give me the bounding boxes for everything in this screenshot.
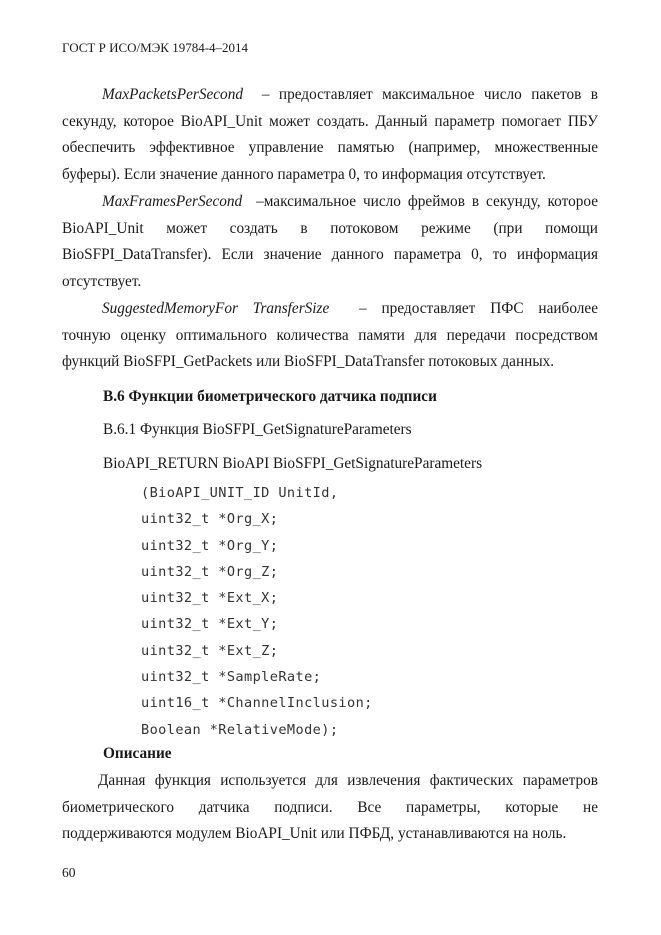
code-line: uint16_t *ChannelInclusion; (141, 695, 373, 712)
paragraph-line: MaxFramesPerSecond –максимальное число фреймов в секунду, которое (102, 193, 598, 210)
function-signature: BioAPI_RETURN BioAPI BioSFPI_GetSignatureParameters (103, 455, 483, 472)
code-line: uint32_t *Ext_Y; (141, 616, 279, 633)
paragraph-line: BioAPI_Unit может создать в потоковом режиме (при помощи (62, 219, 598, 237)
paragraph-line: буферы). Если значение данного параметра 0, то информация отсутствует. (62, 166, 546, 184)
subsection-heading: B.6.1 Функция BioSFPI_GetSignatureParameters (103, 421, 412, 438)
code-line: (BioAPI_UNIT_ID UnitId, (141, 485, 339, 501)
paragraph-line: отсутствует. (62, 273, 142, 291)
code-line: uint32_t *Org_Y; (141, 537, 279, 554)
paragraph-line: MaxPacketsPerSecond – предоставляет максимальное число пакетов в (102, 86, 598, 103)
term-max-packets: MaxPacketsPerSecond (102, 86, 244, 103)
paragraph-line: функций BioSFPI_GetPackets или BioSFPI_DataTransfer потоковых данных. (62, 353, 555, 371)
paragraph-line: точную оценку оптимального количества памяти для передачи посредством (62, 326, 598, 344)
code-block (141, 480, 373, 743)
page-number: 60 (62, 865, 76, 880)
paragraph-line: SuggestedMemoryFor TransferSize – предоставляет ПФС наиболее (102, 300, 598, 317)
paragraph-line: BioSFPI_DataTransfer). Если значение данного параметра 0, то информация (62, 246, 598, 264)
paragraph-line: поддерживаются модулем BioAPI_Unit или ПФБД, устанавливаются на ноль. (62, 825, 567, 843)
code-line: Boolean *RelativeMode); (141, 721, 339, 738)
term-max-frames: MaxFramesPerSecond (102, 193, 243, 210)
paragraph-line: биометрического датчика подписи. Все параметры, которые не (62, 798, 598, 816)
paragraph-suggested-memory (62, 296, 598, 376)
section-heading: B.6 Функции биометрического датчика подписи (103, 388, 437, 405)
code-line: uint32_t *Ext_X; (141, 590, 279, 607)
paragraph-line: обеспечить эффективное управление памятью (например, множественные (62, 139, 598, 157)
code-line: uint32_t *Ext_Z; (141, 642, 279, 659)
code-line: uint32_t *Org_Z; (141, 563, 279, 580)
code-line: uint32_t *Org_X; (141, 511, 279, 528)
paragraph-line: Данная функция используется для извлечения фактических параметров (98, 772, 598, 789)
paragraph-max-packets (62, 82, 598, 189)
code-line: uint32_t *SampleRate; (141, 669, 322, 686)
paragraph-line: секунду, которое BioAPI_Unit может создать. Данный параметр помогает ПБУ (62, 112, 598, 130)
paragraph-description (62, 768, 598, 848)
term-suggested-memory: SuggestedMemoryFor TransferSize (102, 300, 330, 317)
description-heading: Описание (103, 745, 172, 762)
document-header: ГОСТ Р ИСО/МЭК 19784-4–2014 (62, 40, 249, 55)
paragraph-max-frames (62, 189, 598, 296)
